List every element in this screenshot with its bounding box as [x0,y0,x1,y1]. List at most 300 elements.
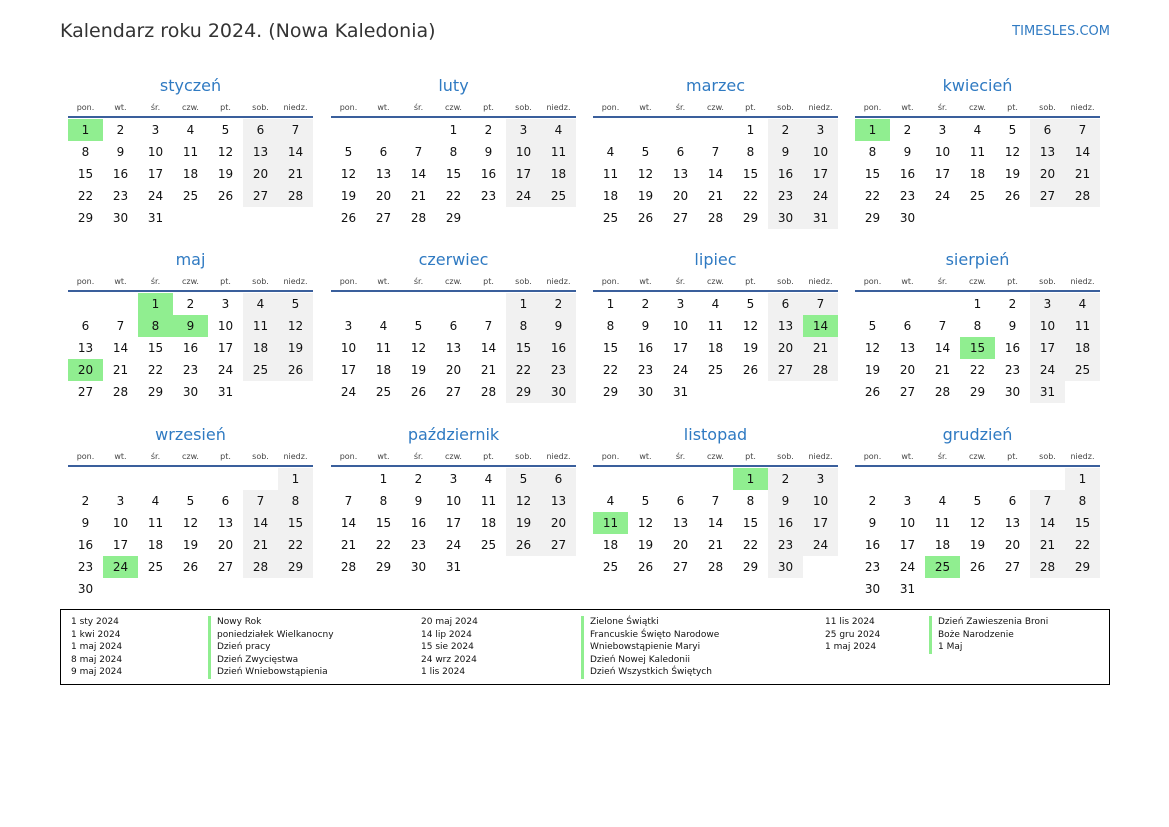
day-cell: 3 [151,123,160,137]
month-name: styczeń [159,76,222,95]
day-cell: 10 [934,145,951,159]
day-cell: 27 [672,211,689,225]
weekday-label: pt. [745,103,756,112]
page-title: Kalendarz roku 2024. (Nowa Kaledonia) [60,20,436,42]
month-10 [331,421,576,578]
day-cell: 10 [112,516,129,530]
weekday-label: śr. [150,277,161,286]
weekday-label: niedz. [808,452,833,461]
day-cell: 21 [112,363,129,377]
day-cell: 24 [445,538,462,552]
weekday-label: sob. [252,277,269,286]
day-cell: 21 [803,337,838,359]
weekday-header [68,99,313,118]
day-cell: 15 [742,516,759,530]
weekday-label: sob. [1039,452,1056,461]
weekday-label: śr. [150,452,161,461]
day-cell: 2 [116,123,125,137]
day-cell: 17 [934,167,951,181]
day-cell: 18 [934,538,951,552]
day-cell: 9 [768,490,803,512]
empty-cell [995,468,1030,490]
day-cell: 2 [868,494,877,508]
day-cell: 14 [934,341,951,355]
day-cell: 7 [711,494,720,508]
day-cell: 11 [969,145,986,159]
day-cell: 8 [868,145,877,159]
day-cell: 17 [340,363,357,377]
day-cell: 3 [903,494,912,508]
day-cell: 30 [1004,385,1021,399]
day-cell: 11 [1065,315,1100,337]
holiday-day: 1 [855,119,890,141]
day-cell: 13 [672,516,689,530]
weekday-label: pt. [483,277,494,286]
day-cell: 13 [445,341,462,355]
day-cell: 29 [375,560,392,574]
weekday-label: sob. [515,103,532,112]
day-cell: 16 [112,167,129,181]
empty-cell [698,119,733,141]
day-cell: 31 [445,560,462,574]
day-cell: 26 [969,560,986,574]
day-cell: 23 [410,538,427,552]
day-cell: 9 [541,315,576,337]
weekday-header [68,448,313,467]
empty-cell [855,468,890,490]
day-cell: 9 [116,145,125,159]
weekday-label: śr. [675,452,686,461]
month-name: sierpień [945,250,1010,269]
weekday-label: pon. [601,277,620,286]
day-cell: 11 [375,341,392,355]
weekday-label: pon. [863,277,882,286]
day-cell: 20 [672,538,689,552]
day-cell: 1 [1065,468,1100,490]
day-cell: 3 [803,119,838,141]
day-cell: 26 [182,560,199,574]
day-cell: 14 [243,512,278,534]
day-cell: 27 [899,385,916,399]
day-cell: 21 [707,189,724,203]
weekday-label: pon. [601,103,620,112]
weekday-label: niedz. [808,103,833,112]
day-cell: 7 [1065,119,1100,141]
weekday-label: pon. [339,103,358,112]
day-cell: 2 [768,119,803,141]
day-cell: 29 [278,556,313,578]
empty-cell [366,293,401,315]
day-cell: 31 [1030,381,1065,403]
day-cell: 21 [1065,163,1100,185]
day-cell: 30 [77,582,94,596]
day-cell: 1 [278,468,313,490]
day-cell: 29 [602,385,619,399]
day-cell: 19 [506,512,541,534]
weekday-label: pt. [1007,277,1018,286]
day-cell: 13 [541,490,576,512]
day-cell: 1 [449,123,458,137]
day-cell: 23 [480,189,497,203]
weekday-label: czw. [445,277,462,286]
day-cell: 26 [217,189,234,203]
day-cell: 23 [637,363,654,377]
day-cell: 17 [445,516,462,530]
day-cell: 14 [1030,512,1065,534]
month-name: luty [438,76,469,95]
day-cell: 4 [379,319,388,333]
weekday-label: czw. [182,452,199,461]
weekday-label: pon. [76,452,95,461]
day-cell: 14 [707,167,724,181]
legend-date: 11 lis 2024 [825,617,875,627]
day-cell: 19 [637,189,654,203]
weekday-label: czw. [707,103,724,112]
day-cell: 9 [81,516,90,530]
day-cell: 16 [77,538,94,552]
day-cell: 23 [77,560,94,574]
day-cell: 28 [1065,185,1100,207]
weekday-label: czw. [707,277,724,286]
day-cell: 6 [676,494,685,508]
weekday-label: pt. [1007,452,1018,461]
day-cell: 15 [506,337,541,359]
weekday-label: czw. [969,103,986,112]
day-cell: 7 [278,119,313,141]
weekday-label: czw. [182,277,199,286]
day-cell: 9 [903,145,912,159]
day-cell: 8 [973,319,982,333]
weekday-header [855,448,1100,467]
day-cell: 26 [637,560,654,574]
day-cell: 14 [278,141,313,163]
empty-cell [925,293,960,315]
weekday-label: niedz. [546,452,571,461]
legend-holiday-name: Dzień pracy [208,641,270,654]
weekday-label: śr. [413,103,424,112]
day-cell: 17 [672,341,689,355]
empty-cell [628,468,663,490]
day-cell: 16 [182,341,199,355]
day-cell: 3 [938,123,947,137]
day-cell: 26 [742,363,759,377]
day-cell: 10 [506,141,541,163]
day-cell: 28 [243,556,278,578]
weekday-label: pt. [745,277,756,286]
day-cell: 12 [1004,145,1021,159]
day-cell: 24 [147,189,164,203]
weekday-label: sob. [515,277,532,286]
month-11 [593,421,838,578]
day-cell: 28 [934,385,951,399]
day-cell: 30 [768,207,803,229]
day-cell: 1 [746,123,755,137]
day-cell: 16 [768,512,803,534]
day-cell: 7 [1030,490,1065,512]
day-cell: 29 [969,385,986,399]
day-cell: 7 [344,494,353,508]
day-cell: 18 [707,341,724,355]
legend-holiday-name: Francuskie Święto Narodowe [581,629,719,642]
weekday-label: sob. [252,103,269,112]
day-cell: 27 [77,385,94,399]
day-cell: 2 [641,297,650,311]
empty-cell [331,468,366,490]
day-cell: 23 [768,534,803,556]
day-cell: 27 [768,359,803,381]
weekday-label: śr. [413,277,424,286]
day-cell: 27 [375,211,392,225]
day-cell: 6 [243,119,278,141]
day-cell: 8 [278,490,313,512]
day-cell: 23 [864,560,881,574]
weekday-label: pon. [339,452,358,461]
day-cell: 24 [934,189,951,203]
day-cell: 5 [506,468,541,490]
day-cell: 4 [606,145,615,159]
weekday-label: śr. [675,103,686,112]
day-cell: 21 [340,538,357,552]
empty-cell [960,468,995,490]
weekday-label: niedz. [1070,452,1095,461]
day-cell: 12 [506,490,541,512]
weekday-label: niedz. [808,277,833,286]
weekday-label: niedz. [1070,103,1095,112]
month-12 [855,421,1100,600]
empty-cell [890,293,925,315]
weekday-header [331,273,576,292]
day-cell: 15 [864,167,881,181]
weekday-header [331,448,576,467]
day-cell: 19 [637,538,654,552]
day-cell: 23 [1004,363,1021,377]
day-cell: 21 [410,189,427,203]
day-cell: 20 [672,189,689,203]
day-cell: 4 [243,293,278,315]
day-cell: 15 [445,167,462,181]
day-cell: 10 [340,341,357,355]
day-cell: 8 [379,494,388,508]
day-cell: 26 [637,211,654,225]
day-cell: 16 [480,167,497,181]
holiday-day: 15 [960,337,995,359]
weekday-header [68,273,313,292]
weekday-label: niedz. [283,277,308,286]
weekday-label: śr. [937,452,948,461]
day-cell: 5 [641,494,650,508]
day-cell: 20 [243,163,278,185]
legend-date: 1 lis 2024 [421,667,466,677]
day-cell: 5 [973,494,982,508]
empty-cell [401,293,436,315]
day-cell: 29 [147,385,164,399]
day-cell: 30 [182,385,199,399]
day-cell: 13 [899,341,916,355]
day-cell: 17 [217,341,234,355]
month-6 [331,246,576,403]
legend-holiday-name: Dzień Wszystkich Świętych [581,666,712,679]
day-cell: 5 [278,293,313,315]
day-cell: 2 [903,123,912,137]
legend-holiday-name: poniedziałek Wielkanocny [208,629,334,642]
day-cell: 8 [746,145,755,159]
month-2 [331,72,576,229]
day-grid [68,468,313,600]
month-3 [593,72,838,229]
day-cell: 29 [742,211,759,225]
weekday-label: pt. [220,103,231,112]
day-cell: 30 [112,211,129,225]
weekday-header [855,99,1100,118]
day-cell: 14 [340,516,357,530]
weekday-label: śr. [937,277,948,286]
day-cell: 25 [602,560,619,574]
day-cell: 29 [864,211,881,225]
weekday-label: sob. [1039,277,1056,286]
day-cell: 29 [445,211,462,225]
weekday-label: pt. [1007,103,1018,112]
day-cell: 23 [541,359,576,381]
day-cell: 12 [637,516,654,530]
day-cell: 28 [1030,556,1065,578]
day-grid [855,119,1100,229]
empty-cell [593,119,628,141]
day-grid [331,468,576,578]
weekday-header [855,273,1100,292]
day-cell: 20 [375,189,392,203]
day-cell: 27 [672,560,689,574]
day-cell: 18 [147,538,164,552]
holiday-day: 8 [138,315,173,337]
day-cell: 22 [445,189,462,203]
weekday-label: wt. [377,277,390,286]
day-cell: 13 [77,341,94,355]
month-name: maj [175,250,206,269]
day-cell: 28 [112,385,129,399]
day-cell: 22 [864,189,881,203]
day-cell: 17 [899,538,916,552]
day-cell: 27 [1030,185,1065,207]
day-cell: 12 [340,167,357,181]
weekday-label: czw. [445,452,462,461]
day-cell: 24 [340,385,357,399]
day-grid [855,468,1100,600]
day-cell: 23 [182,363,199,377]
day-cell: 11 [934,516,951,530]
empty-cell [331,119,366,141]
day-cell: 25 [375,385,392,399]
day-cell: 25 [480,538,497,552]
day-cell: 2 [414,472,423,486]
day-cell: 14 [707,516,724,530]
day-cell: 12 [278,315,313,337]
legend-date: 25 gru 2024 [825,629,881,640]
day-cell: 27 [445,385,462,399]
day-cell: 3 [449,472,458,486]
weekday-label: czw. [969,452,986,461]
day-cell: 22 [742,189,759,203]
day-cell: 5 [414,319,423,333]
day-cell: 12 [969,516,986,530]
day-cell: 7 [116,319,125,333]
holiday-day: 24 [103,556,138,578]
holiday-day: 1 [733,468,768,490]
empty-cell [243,468,278,490]
weekday-label: wt. [639,277,652,286]
day-cell: 4 [1065,293,1100,315]
day-cell: 30 [768,556,803,578]
day-cell: 16 [1004,341,1021,355]
day-cell: 5 [1008,123,1017,137]
day-cell: 21 [934,363,951,377]
day-cell: 9 [484,145,493,159]
day-grid [331,293,576,403]
day-grid [855,293,1100,403]
weekday-label: wt. [901,452,914,461]
day-cell: 6 [81,319,90,333]
weekday-label: niedz. [546,103,571,112]
day-cell: 20 [217,538,234,552]
legend-date: 24 wrz 2024 [421,654,477,665]
day-cell: 7 [803,293,838,315]
weekday-label: sob. [777,277,794,286]
empty-cell [628,119,663,141]
day-cell: 28 [803,359,838,381]
site-link[interactable]: TIMESLES.COM [1012,24,1110,39]
day-cell: 15 [602,341,619,355]
empty-cell [366,119,401,141]
day-cell: 25 [541,185,576,207]
day-cell: 27 [243,185,278,207]
weekday-label: sob. [515,452,532,461]
month-5 [68,246,313,403]
legend-date: 8 maj 2024 [71,654,123,665]
empty-cell [68,293,103,315]
day-cell: 19 [217,167,234,181]
day-cell: 16 [410,516,427,530]
month-1 [68,72,313,229]
day-cell: 31 [672,385,689,399]
day-cell: 18 [243,337,278,359]
day-cell: 22 [147,363,164,377]
empty-cell [103,293,138,315]
weekday-label: pt. [220,452,231,461]
legend-holiday-name: Zielone Świątki [581,616,659,629]
day-cell: 11 [147,516,164,530]
day-cell: 24 [803,534,838,556]
day-cell: 10 [147,145,164,159]
day-cell: 1 [506,293,541,315]
day-cell: 29 [506,381,541,403]
day-cell: 11 [707,319,724,333]
day-cell: 24 [803,185,838,207]
day-cell: 16 [768,163,803,185]
day-cell: 15 [147,341,164,355]
day-cell: 7 [484,319,493,333]
day-cell: 26 [278,359,313,381]
legend-holiday-name: Wniebowstąpienie Maryi [581,641,700,654]
day-cell: 13 [768,315,803,337]
holiday-day: 25 [925,556,960,578]
day-cell: 19 [742,341,759,355]
day-cell: 9 [1008,319,1017,333]
day-cell: 2 [81,494,90,508]
day-cell: 10 [1030,315,1065,337]
day-cell: 11 [480,494,497,508]
day-cell: 25 [707,363,724,377]
month-name: październik [407,425,500,444]
empty-cell [1030,468,1065,490]
